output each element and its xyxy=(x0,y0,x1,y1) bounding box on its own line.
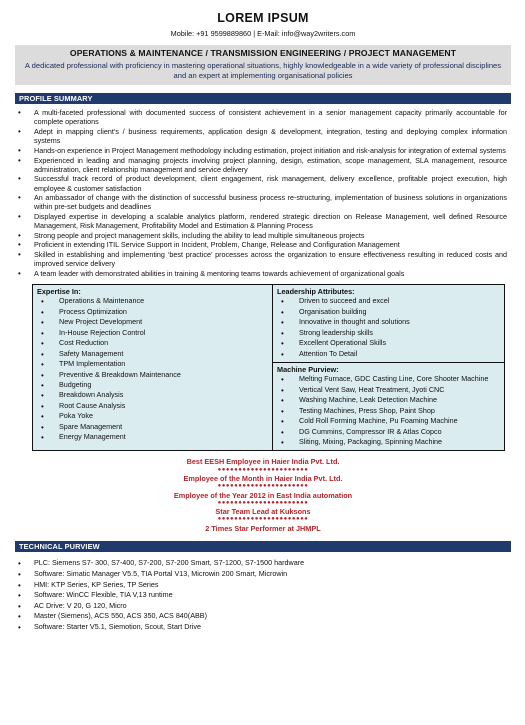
expertise-item: • Poka Yoke xyxy=(59,411,268,421)
award-item: Best EESH Employee in Haier India Pvt. Ltd. xyxy=(186,457,340,467)
expertise-list xyxy=(37,296,268,442)
expertise-item: • TPM Implementation xyxy=(59,359,268,369)
award-item: Star Team Lead at Kuksons xyxy=(215,507,311,517)
leadership-item: • Organisation building xyxy=(299,307,500,317)
expertise-item: • Safety Management xyxy=(59,349,268,359)
profile-summary-item: • Strong people and project management skills, including the ability to lead multiple simultaneous projects xyxy=(34,231,507,240)
technical-item: • Master (Siemens), ACS 550, ACS 350, ACS 840(ABB) xyxy=(34,611,511,622)
machine-item: • Testing Machines, Press Shop, Paint Shop xyxy=(299,406,500,416)
section-heading-technical-purview: TECHNICAL PURVIEW xyxy=(15,541,511,552)
profile-summary-item: • Adept in mapping client’s / business requirements, application design & development, integration, testing and deploying complex information systems xyxy=(34,127,507,145)
technical-item: • Software: Starter V5.1, Siemotion, Scout, Start Drive xyxy=(34,622,511,633)
technical-item: • PLC: Siemens S7- 300, S7-400, S7-200, S7-200 Smart, S7-1200, S7-1500 hardware xyxy=(34,558,511,569)
award-divider: ●●●●●●●●●●●●●●●●●●●●●● xyxy=(217,483,309,490)
expertise-item: • Preventive & Breakdown Maintenance xyxy=(59,370,268,380)
technical-item: • Software: Simatic Manager V5.5, TIA Portal V13, Microwin 200 Smart, Microwin xyxy=(34,569,511,580)
machine-item: • Melting Furnace, GDC Casting Line, Core Shooter Machine xyxy=(299,374,500,384)
expertise-item: • Process Optimization xyxy=(59,307,268,317)
machine-purview-title: Machine Purview: xyxy=(277,365,339,375)
machine-item: • DG Cummins, Compressor IR & Atlas Copco xyxy=(299,427,500,437)
machine-item: • Cold Roll Forming Machine, Pu Foaming Machine xyxy=(299,416,500,426)
profile-summary-item: • Experienced in leading and managing projects involving project planning, design, estimation, scope management, SLA management, resource administration, client relationship management and service delivery xyxy=(34,156,507,174)
headline-tagline: A dedicated professional with proficiency in mastering operational situations, highly knowledgeable in a wide variety of professional disciplines and an expert at implementing organisational policies xyxy=(24,61,502,80)
leadership-item: • Driven to succeed and excel xyxy=(299,296,500,306)
leadership-item: • Innovative in thought and solutions xyxy=(299,317,500,327)
award-item: Employee of the Month in Haier India Pvt. Ltd. xyxy=(183,474,343,484)
expertise-item: • Energy Management xyxy=(59,432,268,442)
profile-summary-item: • Proficient in extending ITIL Service Support in Incident, Problem, Change, Release and Configuration Management xyxy=(34,240,507,249)
leadership-item: • Strong leadership skills xyxy=(299,328,500,338)
machine-item: • Vertical Vent Saw, Heat Treatment, Jyoti CNC xyxy=(299,385,500,395)
leadership-item: • Excellent Operational Skills xyxy=(299,338,500,348)
award-item: 2 Times Star Performer at JHMPL xyxy=(205,523,321,533)
technical-purview-list xyxy=(15,558,511,632)
profile-summary-item: • A multi-faceted professional with documented success of consistent achievement in a senior management capacity primarily accountable for complete operations xyxy=(34,108,507,126)
expertise-title: Expertise In: xyxy=(37,287,81,297)
award-divider: ●●●●●●●●●●●●●●●●●●●●●● xyxy=(217,466,309,473)
leadership-item: • Attention To Detail xyxy=(299,349,500,359)
expertise-column xyxy=(33,285,272,450)
leadership-list xyxy=(277,296,500,359)
section-heading-profile-summary: PROFILE SUMMARY xyxy=(15,93,511,104)
award-item: Employee of the Year 2012 in East India automation xyxy=(173,490,353,500)
technical-item: • AC Drive: V 20, G 120, Micro xyxy=(34,601,511,612)
expertise-item: • Breakdown Analysis xyxy=(59,390,268,400)
expertise-item: • Spare Management xyxy=(59,422,268,432)
leadership-title: Leadership Attributes: xyxy=(277,287,355,297)
candidate-name: LOREM IPSUM xyxy=(217,11,309,25)
headline-box xyxy=(15,45,511,85)
expertise-item: • In-House Rejection Control xyxy=(59,328,268,338)
expertise-item: • Cost Reduction xyxy=(59,338,268,348)
expertise-item: • Operations & Maintenance xyxy=(59,296,268,306)
profile-summary-item: • A team leader with demonstrated abilities in training & mentoring teams towards achievement of organizational goals xyxy=(34,269,507,278)
skills-grid xyxy=(32,284,505,451)
technical-item: • Software: WinCC Flexible, TIA V,13 runtime xyxy=(34,590,511,601)
expertise-item: • Root Cause Analysis xyxy=(59,401,268,411)
headline-title: OPERATIONS & MAINTENANCE / TRANSMISSION ENGINEERING / PROJECT MANAGEMENT xyxy=(69,48,457,59)
profile-summary-list xyxy=(15,108,511,278)
machine-item: • Washing Machine, Leak Detection Machine xyxy=(299,395,500,405)
expertise-item: • Budgeting xyxy=(59,380,268,390)
expertise-item: • New Project Development xyxy=(59,317,268,327)
attributes-column xyxy=(272,285,504,450)
awards-block xyxy=(15,457,511,533)
award-divider: ●●●●●●●●●●●●●●●●●●●●●● xyxy=(217,499,309,506)
award-divider: ●●●●●●●●●●●●●●●●●●●●●● xyxy=(217,516,309,523)
profile-summary-item: • Skilled in establishing and implementing ‘best practice’ processes across the organization to ensure effectiveness resulting in reduced costs and improved service delivery xyxy=(34,250,507,268)
profile-summary-item: • Displayed expertise in developing a scalable analytics platform, rendered strategic direction on Release Management, well defined Resource Management, Risk Management, Profitability Model and Estimation & Planning Process xyxy=(34,212,507,230)
profile-summary-item: • Successful track record of product development, client engagement, risk management, delivery excellence, profitable project execution, high employee & customer satisfaction xyxy=(34,174,507,192)
profile-summary-item: • An ambassador of change with the distinction of successful business process re-structuring, implementation of business solutions in organizations within pre-set budgets and deadlines xyxy=(34,193,507,211)
profile-summary-item: • Hands-on experience in Project Management methodology including estimation, project initiation and risk-analysis for integration of external systems xyxy=(34,146,507,155)
machine-purview-block xyxy=(273,362,504,450)
technical-item: • HMI: KTP Series, KP Series, TP Series xyxy=(34,580,511,591)
machine-item: • Sliting, Mixing, Packaging, Spinning Machine xyxy=(299,437,500,447)
machine-purview-list xyxy=(277,374,500,447)
leadership-block xyxy=(273,285,504,362)
contact-line: Mobile: +91 9599889860 | E-Mail: info@way2writers.com xyxy=(170,28,356,38)
